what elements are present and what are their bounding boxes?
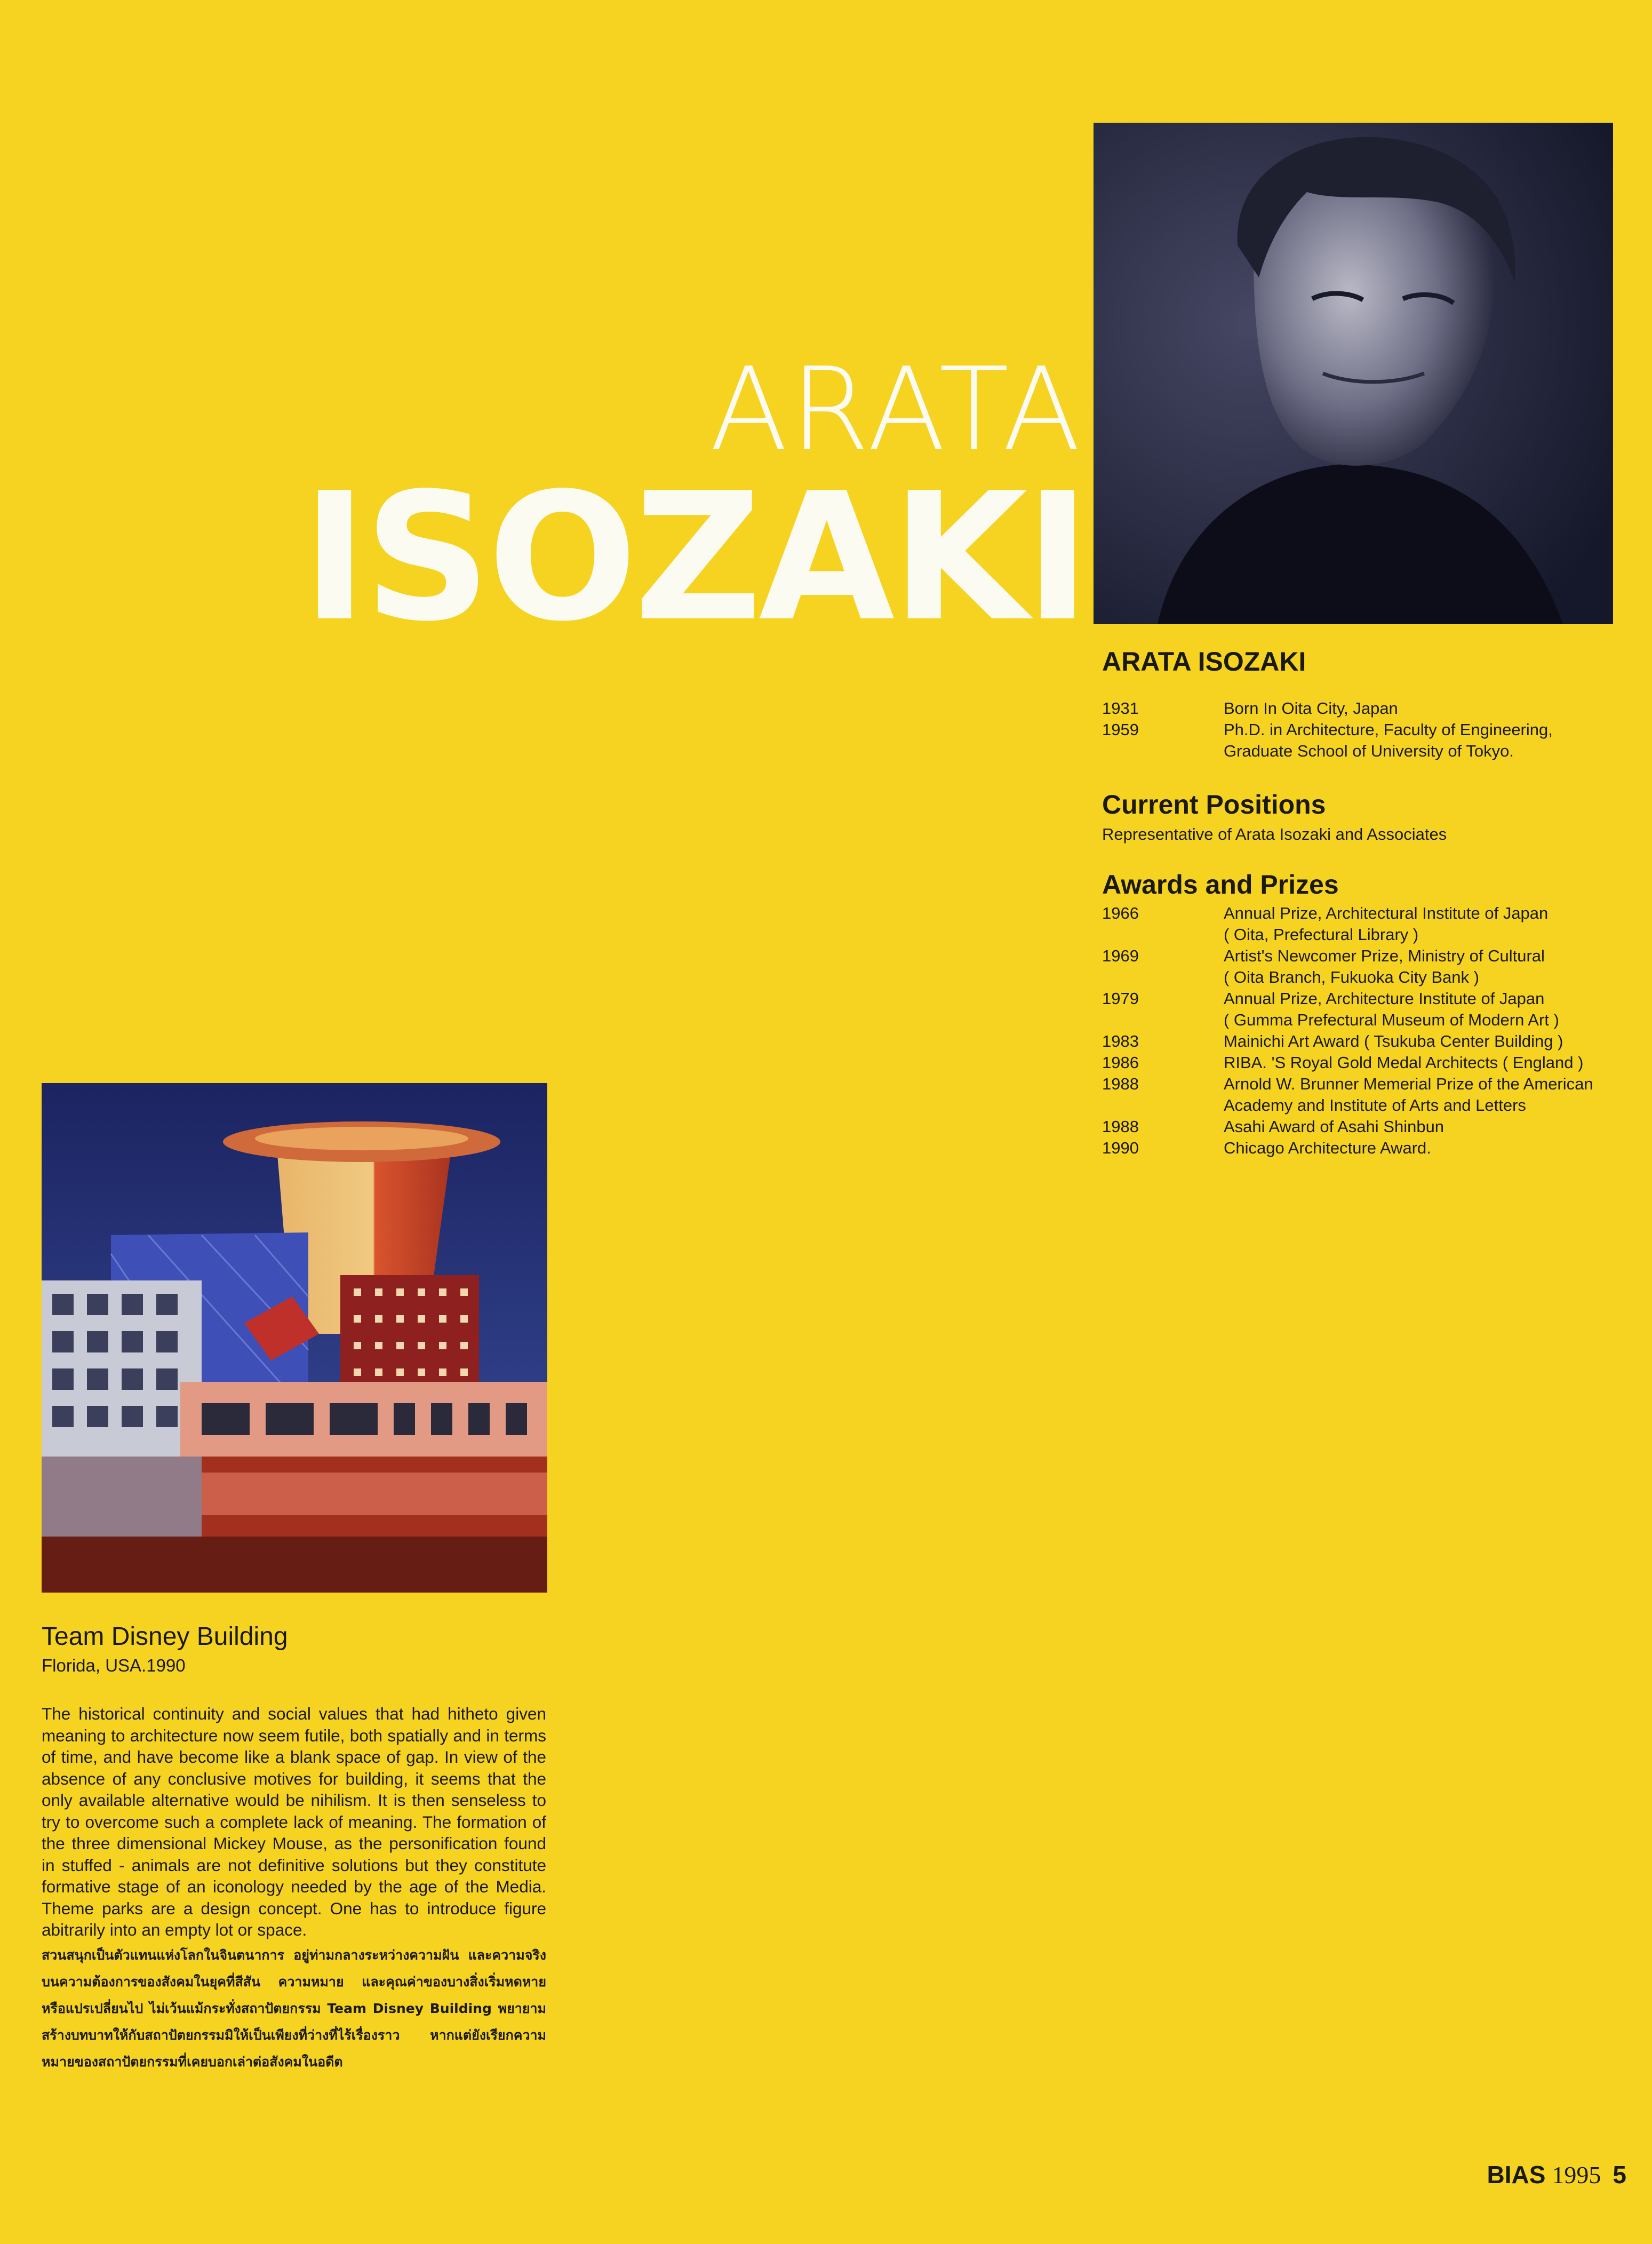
magazine-name: BIAS bbox=[1487, 2161, 1546, 2189]
award-year: 1988 bbox=[1102, 1117, 1139, 1136]
bio-entry-year: 1931 bbox=[1102, 699, 1139, 718]
award-year: 1966 bbox=[1102, 904, 1139, 922]
award-year: 1969 bbox=[1102, 946, 1139, 965]
project-location: Florida, USA.1990 bbox=[42, 1656, 186, 1675]
bio-entry-text: Ph.D. in Architecture, Faculty of Engineering, bbox=[1224, 720, 1553, 739]
award-year: 1990 bbox=[1102, 1139, 1139, 1157]
award-text: Artist's Newcomer Prize, Ministry of Cultural bbox=[1224, 946, 1545, 965]
title-last-name: ISOZAKI bbox=[301, 455, 1087, 660]
award-text: Chicago Architecture Award. bbox=[1224, 1139, 1431, 1157]
bio-entry-year: 1959 bbox=[1102, 720, 1139, 739]
title-first-name: ARATA bbox=[709, 343, 1083, 476]
awards-heading: Awards and Prizes bbox=[1102, 870, 1339, 900]
award-text: RIBA. 'S Royal Gold Medal Architects ( England ) bbox=[1224, 1053, 1584, 1072]
architect-portrait-photo bbox=[1094, 123, 1613, 624]
project-description-thai: สวนสนุกเป็นตัวแทนแห่งโลกในจินตนาการ อยู่ท่ามกลางระหว่างความฝัน และความจริง บนความต้องการของสังคมในยุคที่สีสัน ความหมาย และคุณค่าของบางสิ่งเริ่มหดหาย หรือแปรเปลี่ยนไป ไม่เว้นแม้กระทั่งสถาปัตยกรรม Team Disney Building พยายามสร้างบทบาทให้กับสถาปัตยกรรมมิให้เป็นเพียงที่ว่างที่ไร้เรื่องราว หากแต่ยังเรียกความหมายของสถาปัตยกรรมที่เคยบอกเล่าต่อสังคมในอดีต bbox=[42, 1947, 546, 2070]
positions-heading: Current Positions bbox=[1102, 790, 1326, 819]
award-text: ( Oita Branch, Fukuoka City Bank ) bbox=[1224, 968, 1479, 986]
award-text: Academy and Institute of Arts and Letters bbox=[1224, 1096, 1526, 1115]
project-description: The historical continuity and social values that had hitheto given meaning to architecture now seem futile, both spatially and in terms of time, and have become like a blank space of gap. In view of the absence of any conclusive motives for building, it seems that the only available alternative would be nihilism. It is then senseless to try to overcome such a complete lack of meaning. The formation of the three dimensional Mickey Mouse, as the personification found in stuffed - animals are not definitive solutions but they constitute formative stage of an iconology needed by the age of the Media. Theme parks are a design concept. One has to introduce figure abitrarily into an empty lot or space. bbox=[42, 1704, 546, 1939]
page-footer bbox=[1487, 2161, 1627, 2189]
bio-entry-text: Graduate School of University of Tokyo. bbox=[1224, 742, 1514, 760]
positions-text: Representative of Arata Isozaki and Associates bbox=[1102, 825, 1447, 844]
award-text: ( Gumma Prefectural Museum of Modern Art ) bbox=[1224, 1010, 1559, 1029]
award-text: Asahi Award of Asahi Shinbun bbox=[1224, 1117, 1444, 1136]
award-year: 1979 bbox=[1102, 989, 1139, 1008]
award-year: 1988 bbox=[1102, 1075, 1139, 1093]
team-disney-building-photo bbox=[42, 1083, 547, 1593]
award-text: Mainichi Art Award ( Tsukuba Center Building ) bbox=[1224, 1032, 1563, 1051]
bio-entry-text: Born In Oita City, Japan bbox=[1224, 699, 1398, 718]
award-text: ( Oita, Prefectural Library ) bbox=[1224, 925, 1419, 944]
page-number: 5 bbox=[1613, 2161, 1626, 2189]
award-text: Arnold W. Brunner Memerial Prize of the American bbox=[1224, 1075, 1593, 1093]
award-year: 1983 bbox=[1102, 1032, 1139, 1051]
award-year: 1986 bbox=[1102, 1053, 1139, 1072]
bio-heading: ARATA ISOZAKI bbox=[1102, 647, 1306, 677]
award-text: Annual Prize, Architecture Institute of Japan bbox=[1224, 989, 1545, 1008]
issue-year: 1995 bbox=[1552, 2161, 1601, 2189]
project-title: Team Disney Building bbox=[42, 1622, 288, 1651]
award-text: Annual Prize, Architectural Institute of Japan bbox=[1224, 904, 1549, 922]
